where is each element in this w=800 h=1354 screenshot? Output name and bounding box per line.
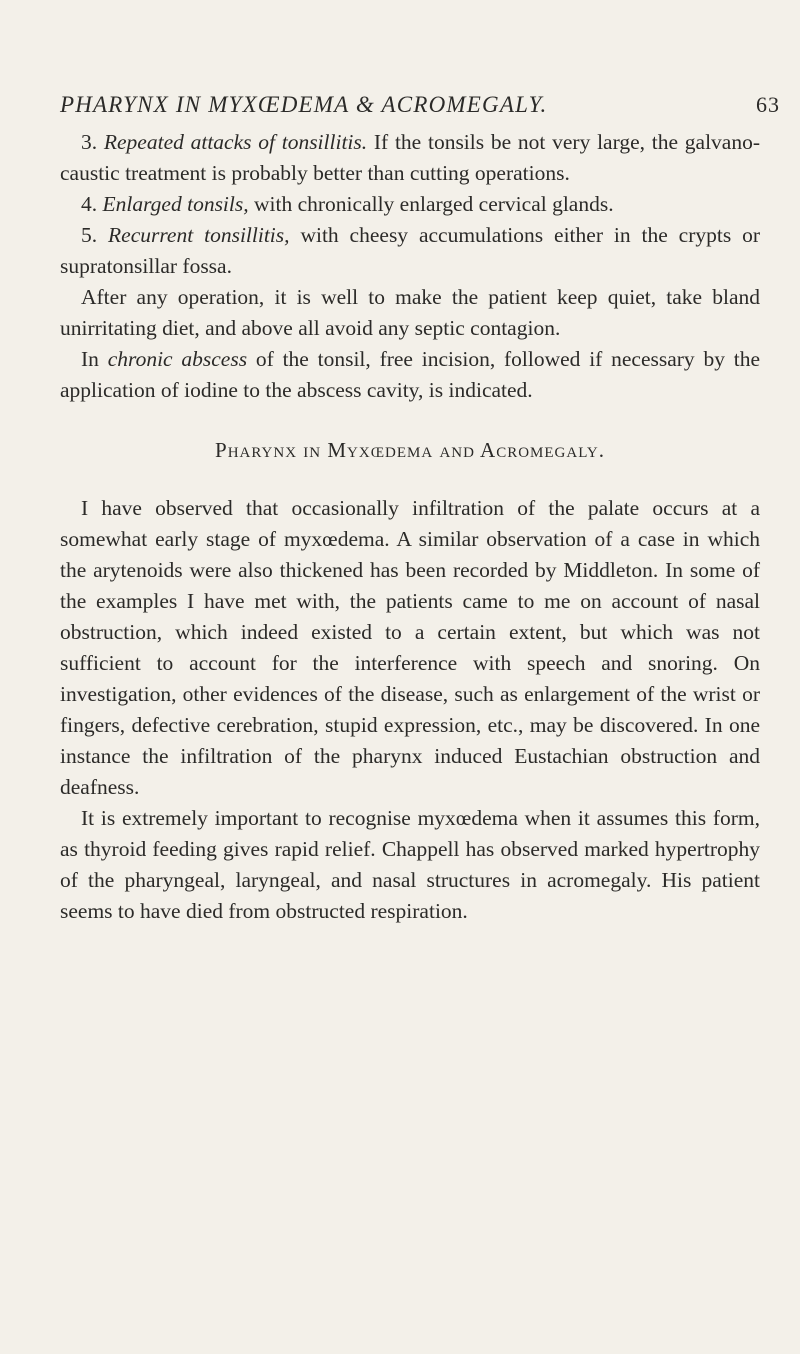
item-number: 5. xyxy=(81,223,98,247)
section-heading: Pharynx in Myxœdema and Acromegaly. xyxy=(215,438,605,462)
paragraph-after-operation: After any operation, it is well to make the patient keep quiet, take bland unirritating diet, and above all avoid any septic contagion. xyxy=(60,285,760,340)
list-item xyxy=(60,189,760,220)
paragraph-importance: It is extremely important to recognise myxœdema when it assumes this form, as thyroid feeding gives rapid relief. Chappell has observed marked hypertrophy of the pharyngeal, laryngeal, and nasal structures in acromegaly. His patient seems to have died from obstructed respiration. xyxy=(60,806,760,923)
page-number: 63 xyxy=(756,92,780,117)
item-title: Repeated attacks of tonsillitis. xyxy=(103,130,368,154)
list-item xyxy=(60,220,760,282)
item-text: If the tonsils be not very large, the galvano-caustic treatment is probably better than cutting operations. xyxy=(60,130,760,185)
list-item xyxy=(60,127,760,189)
abscess-term: chronic abscess xyxy=(107,347,248,371)
item-title: Enlarged tonsils, xyxy=(102,192,249,216)
abscess-rest: of the tonsil, free incision, followed if necessary by the application of iodine to the abscess cavity, is indicated. xyxy=(60,347,761,402)
item-text: with chronically enlarged cervical glands. xyxy=(254,192,614,216)
abscess-prefix: In xyxy=(81,347,99,371)
item-number: 4. xyxy=(81,192,98,216)
body-text xyxy=(60,127,760,927)
item-text: with cheesy accumulations either in the crypts or supratonsillar fossa. xyxy=(60,223,761,278)
paragraph-observation: I have observed that occasionally infiltration of the palate occurs at a somewhat early stage of myxœdema. A similar observation of a case in which the arytenoids were also thickened has been recorded by Middleton. In some of the examples I have met with, the patients came to me on account of nasal obstruction, which indeed existed to a certain extent, but which was not sufficient to account for the interference with speech and snoring. On investigation, other evidences of the disease, such as enlargement of the wrist or fingers, defective cerebration, stupid expression, etc., may be discovered. In one instance the infiltration of the pharynx induced Eustachian obstruction and deafness. xyxy=(60,496,760,799)
item-number: 3. xyxy=(81,130,98,154)
running-title: PHARYNX IN MYXŒDEMA & ACROMEGALY. xyxy=(60,92,548,117)
running-head xyxy=(60,92,780,122)
item-title: Recurrent tonsillitis, xyxy=(108,223,290,247)
paragraph-abscess xyxy=(60,344,760,406)
